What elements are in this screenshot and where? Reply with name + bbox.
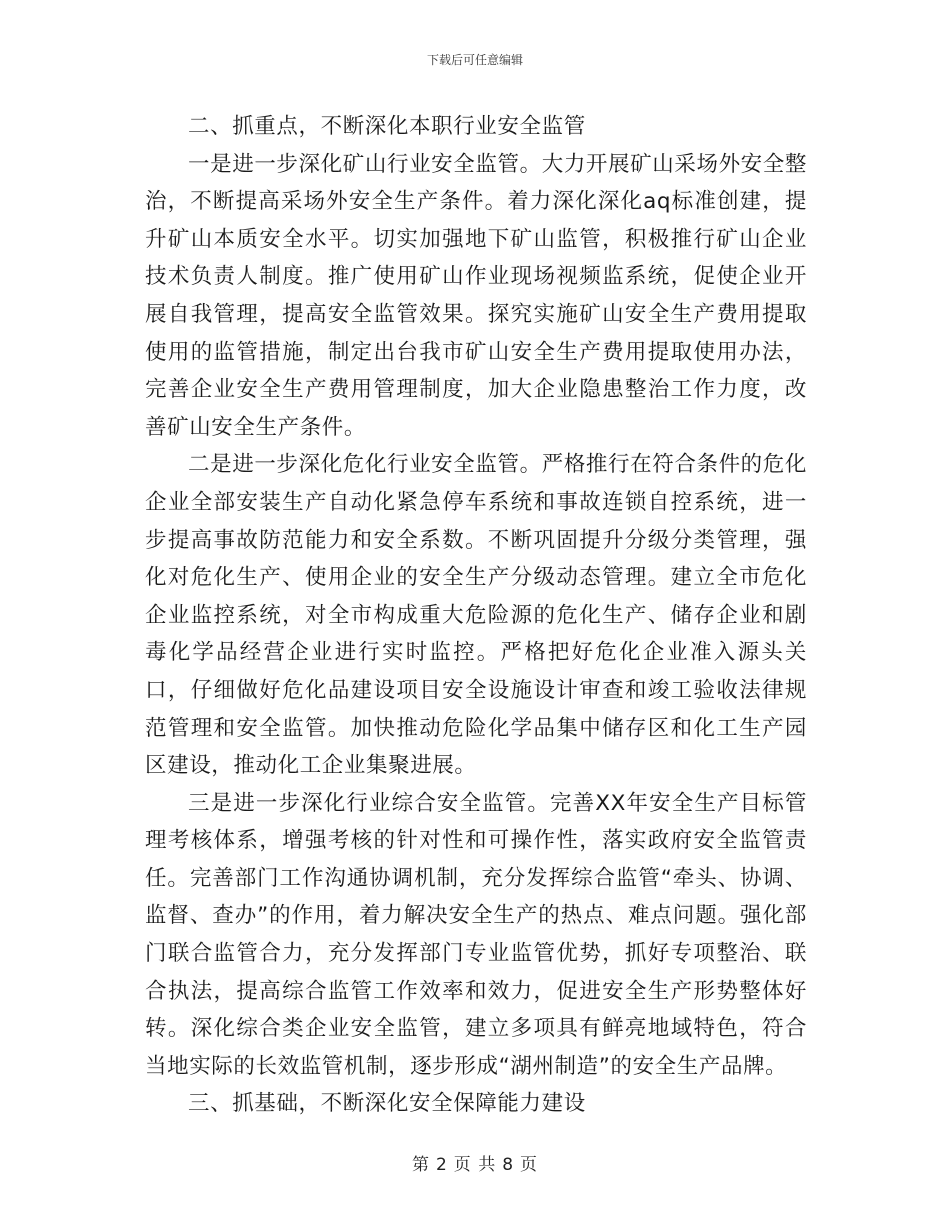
paragraph-hazardous-chemicals-supervision: 二是进一步深化危化行业安全监管。严格推行在符合条件的危化企业全部安装生产自动化紧急停车系统和事故连锁自控系统，进一步提高事故防范能力和安全系数。不断巩固提升分级分类管理，强化对危化生产、使用企业的安全生产分级动态管理。建立全市危化企业监控系统，对全市构成重大危险源的危化生产、储存企业和剧毒化学品经营企业进行实时监控。严格把好危化企业准入源头关口，仔细做好危化品建设项目安全设施设计审查和竣工验收法律规范管理和安全监管。加快推动危险化学品集中储存区和化工生产园区建设，推动化工企业集聚进展。 [145, 452, 807, 779]
section-heading-three: 三、抓基础，不断深化安全保障能力建设 [188, 1091, 586, 1117]
paragraph-comprehensive-supervision: 三是进一步深化行业综合安全监管。完善XX年安全生产目标管理考核体系，增强考核的针对性和可操作性，落实政府安全监管责任。完善部门工作沟通协调机制，充分发挥综合监管“牵头、协调、监督、查办”的作用，着力解决安全生产的热点、难点问题。强化部门联合监管合力，充分发挥部门专业监管优势，抓好专项整治、联合执法，提高综合监管工作效率和效力，促进安全生产形势整体好转。深化综合类企业安全监管，建立多项具有鲜亮地域特色，符合当地实际的长效监管机制，逐步形成“湖州制造”的安全生产品牌。 [145, 790, 807, 1079]
footer-total-pages: 8 [502, 1155, 515, 1175]
page-header-note: 下载后可任意编辑 [426, 53, 523, 67]
footer-current-page: 2 [435, 1155, 448, 1175]
footer-middle: 页 共 [453, 1155, 497, 1175]
page-footer [0, 1150, 950, 1175]
footer-suffix: 页 [520, 1155, 539, 1175]
section-heading-two: 二、抓重点，不断深化本职行业安全监管 [188, 114, 586, 139]
paragraph-mining-supervision: 一是进一步深化矿山行业安全监管。大力开展矿山采场外安全整治，不断提高采场外安全生产条件。着力深化深化aq标准创建，提升矿山本质安全水平。切实加强地下矿山监管，积极推行矿山企业技术负责人制度。推广使用矿山作业现场视频监系统，促使企业开展自我管理，提高安全监管效果。探究实施矿山安全生产费用提取使用的监管措施，制定出台我市矿山安全生产费用提取使用办法，完善企业安全生产费用管理制度，加大企业隐患整治工作力度，改善矿山安全生产条件。 [145, 151, 807, 440]
footer-prefix: 第 [411, 1155, 430, 1175]
document-body [145, 108, 807, 1123]
